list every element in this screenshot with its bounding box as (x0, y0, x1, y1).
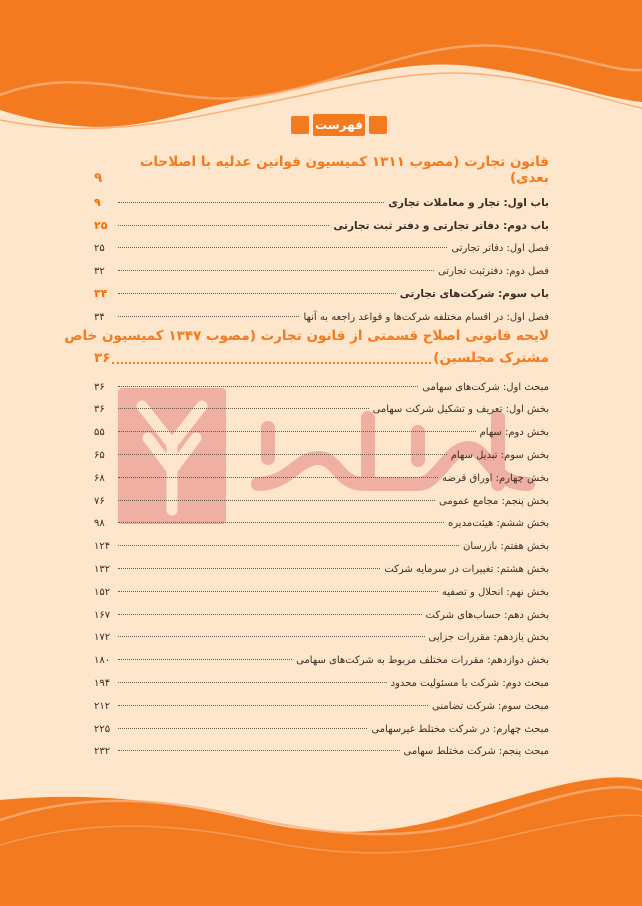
toc-header (291, 114, 387, 136)
toc-entry-title: مبحث پنجم: شرکت مختلط سهامی (403, 746, 549, 758)
toc-entry[interactable] (94, 232, 549, 255)
toc-entry-title: بخش هفتم: بازرسان (463, 541, 549, 553)
toc-entry-page: ۱۹۴ (94, 677, 111, 689)
toc-entry-page: ۲۵ (94, 243, 105, 255)
toc-entry-title: باب دوم: دفاتر تجارتی و دفتر ثبت تجارتی (333, 219, 549, 232)
toc-entry-page: ۵۵ (94, 427, 105, 439)
toc-entry-title: فصل اول: دفاتر تجارتی (451, 243, 549, 255)
dot-leader (118, 293, 396, 294)
toc-entry[interactable] (94, 507, 549, 530)
toc-entry-title: بخش چهارم: اوراق قرضه (442, 472, 549, 484)
dot-leader (118, 202, 384, 203)
toc-entry-title: باب اول: تجار و معاملات تجاری (388, 196, 549, 209)
toc-entry-title: بخش دهم: حساب‌های شرکت (425, 609, 549, 621)
toc-entry-page: ۱۶۷ (94, 609, 111, 621)
toc-entry-page: ۳۶ (94, 404, 105, 416)
dot-leader (118, 500, 435, 501)
toc-entry[interactable] (94, 300, 549, 323)
header-decor-square (291, 116, 309, 134)
toc-entry-page: ۲۳۲ (94, 746, 111, 758)
dot-leader (118, 431, 476, 432)
dot-leader (118, 636, 425, 637)
toc-entry[interactable] (94, 735, 549, 758)
toc-entry-title: بخش سوم: تبدیل سهام (450, 449, 549, 461)
section-heading-commercial-code[interactable] (94, 154, 549, 186)
toc-entry-page: ۶۵ (94, 449, 105, 461)
dot-leader (118, 568, 380, 569)
toc-entry[interactable] (94, 186, 549, 209)
toc-entry-title: بخش اول: تعریف و تشکیل شرکت سهامی (372, 404, 549, 416)
toc-entry-page: ۳۴ (94, 286, 108, 300)
header-decor-square (369, 116, 387, 134)
toc-entry[interactable] (94, 689, 549, 712)
dot-leader (118, 614, 422, 615)
table-of-contents (64, 154, 549, 758)
toc-entry[interactable] (94, 598, 549, 621)
toc-entry-title: فصل دوم: دفترثبت تجارتی (437, 266, 549, 278)
section-heading-line2: مشترک مجلسین) (433, 349, 549, 366)
dot-leader (118, 682, 387, 683)
toc-entry[interactable] (94, 712, 549, 735)
dot-leader (112, 362, 431, 364)
toc-entry[interactable] (94, 461, 549, 484)
toc-entry-title: بخش پنجم: مجامع عمومی (439, 495, 549, 507)
section-heading-title: قانون تجارت (مصوب ۱۳۱۱ کمیسیون قوانین عدلیه با اصلاحات بعدی) (139, 154, 549, 186)
toc-entry-page: ۳۶ (94, 381, 105, 393)
toc-entry-page: ۲۱۲ (94, 700, 111, 712)
toc-entry-title: مبحث چهارم: در شرکت مختلط غیرسهامی (371, 723, 549, 735)
dot-leader (118, 408, 369, 409)
dot-leader (118, 591, 438, 592)
part2-entries (94, 370, 549, 758)
section-heading-page: ۹ (94, 170, 103, 186)
toc-entry-page: ۱۲۴ (94, 541, 111, 553)
toc-entry-page: ۶۸ (94, 472, 105, 484)
toc-entry-page: ۳۲ (94, 266, 105, 278)
toc-entry-page: ۱۷۲ (94, 632, 111, 644)
toc-entry[interactable] (94, 415, 549, 438)
toc-entry-page: ۱۸۰ (94, 655, 111, 667)
toc-entry-page: ۲۵ (94, 218, 108, 232)
toc-entry[interactable] (94, 621, 549, 644)
dot-leader (118, 247, 447, 248)
toc-entry-title: مبحث دوم: شرکت با مسئولیت محدود (390, 677, 549, 689)
dot-leader (118, 454, 447, 455)
toc-entry[interactable] (94, 370, 549, 393)
toc-entry-page: ۱۵۲ (94, 586, 111, 598)
dot-leader (118, 477, 438, 478)
toc-entry-page: ۷۶ (94, 495, 105, 507)
toc-entry-page: ۱۳۲ (94, 563, 111, 575)
dot-leader (118, 659, 292, 660)
dot-leader (118, 386, 418, 387)
toc-entry-title: بخش دوازدهم: مقررات مختلف مربوط به شرکت‌های سهامی (296, 655, 549, 667)
toc-entry-title: باب سوم: شرکت‌های تجارتی (399, 287, 549, 300)
toc-entry-title: مبحث سوم: شرکت تضامنی (432, 700, 549, 712)
toc-entry[interactable] (94, 484, 549, 507)
section-heading-bill[interactable] (64, 325, 549, 370)
toc-entry[interactable] (94, 575, 549, 598)
toc-entry[interactable] (94, 277, 549, 300)
section-heading-page: ۳۶ (94, 349, 111, 366)
part1-entries (94, 186, 549, 323)
toc-entry[interactable] (94, 529, 549, 552)
toc-entry-title: بخش ششم: هیئت‌مدیره (448, 518, 549, 530)
toc-entry[interactable] (94, 552, 549, 575)
toc-entry-page: ۳۴ (94, 311, 105, 323)
dot-leader (118, 705, 428, 706)
dot-leader (118, 750, 400, 751)
toc-entry-title: بخش هشتم: تغییرات در سرمایه شرکت (384, 563, 549, 575)
toc-title: فهرست (313, 114, 365, 136)
section-heading-line1: لایحه قانونی اصلاح قسمتی از قانون تجارت (مصوب ۱۳۴۷ کمیسیون خاص (64, 327, 549, 344)
toc-entry-title: فصل اول: در اقسام مختلفه شرکت‌ها و قواعد راجعه به آنها (303, 311, 549, 323)
toc-entry[interactable] (94, 643, 549, 666)
dot-leader (118, 316, 299, 317)
dot-leader (118, 728, 367, 729)
toc-entry-title: بخش دوم: سهام (479, 427, 549, 439)
dot-leader (118, 270, 434, 271)
toc-entry[interactable] (94, 666, 549, 689)
toc-entry-title: مبحث اول: شرکت‌های سهامی (422, 381, 549, 393)
toc-entry-page: ۲۲۵ (94, 723, 111, 735)
dot-leader (118, 545, 459, 546)
toc-entry-page: ۹۸ (94, 518, 105, 530)
dot-leader (118, 522, 444, 523)
toc-entry-title: بخش یازدهم: مقررات جزایی (428, 632, 549, 644)
toc-entry[interactable] (94, 209, 549, 232)
toc-entry[interactable] (94, 254, 549, 277)
dot-leader (118, 225, 329, 226)
toc-entry[interactable] (94, 438, 549, 461)
toc-entry-title: بخش نهم: انحلال و تصفیه (441, 586, 549, 598)
toc-entry[interactable] (94, 393, 549, 416)
toc-entry-page: ۹ (94, 195, 101, 209)
